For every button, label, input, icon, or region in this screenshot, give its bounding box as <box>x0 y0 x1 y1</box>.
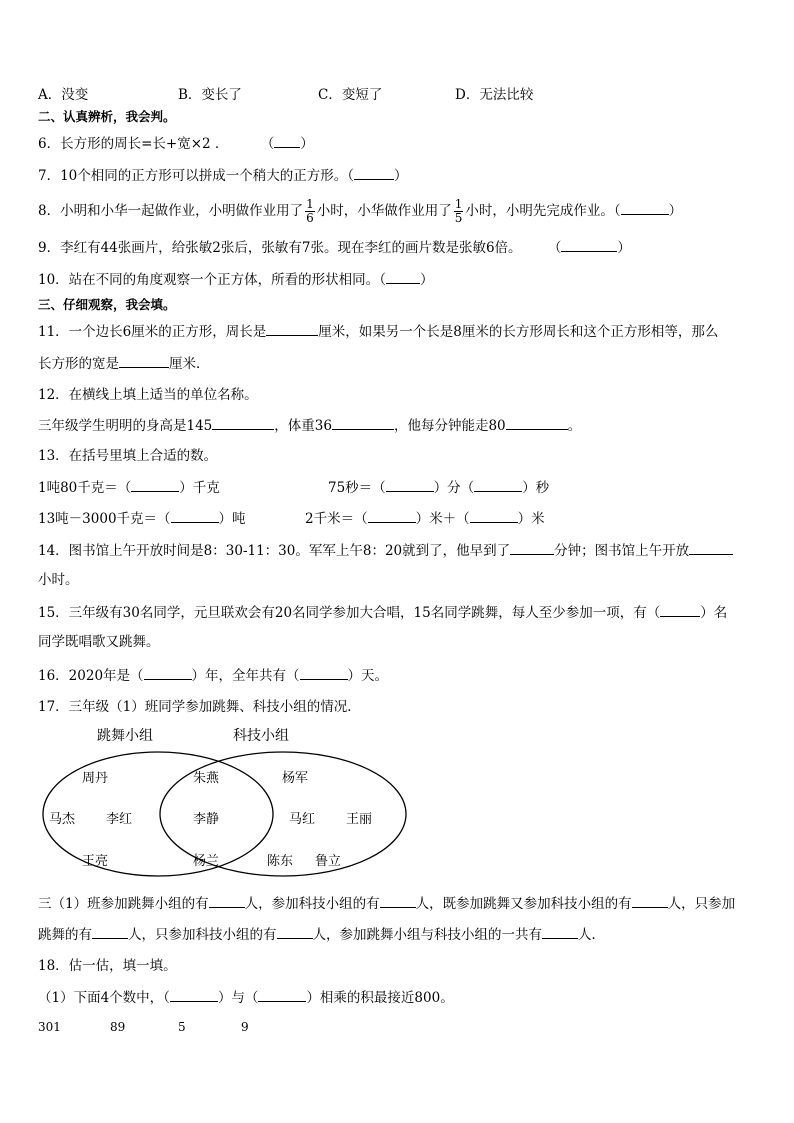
question-17: 17．三年级（1）班同学参加跳舞、科技小组的情况． <box>38 699 361 715</box>
question-13-text: 13吨－3000千克＝（ <box>38 511 171 527</box>
number-item: 5 <box>178 1020 186 1034</box>
question-17-text: 人，既参加跳舞又参加科技小组的有 <box>415 896 632 912</box>
venn-name: 朱燕 <box>193 771 220 786</box>
question-13-text: ）分（ <box>433 480 475 496</box>
question-15-text: 15．三年级有30名同学，元旦联欢会有20名同学参加大合唱，15名同学跳舞，每人至少参加一项，有（ <box>38 605 661 621</box>
option-a: A．没变 <box>38 87 89 103</box>
venn-name: 王丽 <box>346 812 373 827</box>
question-13-text: ）千克 <box>179 480 220 496</box>
venn-name: 周丹 <box>82 771 109 786</box>
question-8-mid: 小时，小华做作业用了 <box>316 203 452 219</box>
venn-name: 马杰 <box>49 812 76 827</box>
answer-paren[interactable]: （ ） <box>260 136 314 152</box>
section-3-title: 三、仔细观察，我会填。 <box>38 297 176 312</box>
answer-paren[interactable]: （ ） <box>379 272 434 288</box>
question-17-text: 三（1）班参加跳舞小组的有 <box>38 896 209 912</box>
answer-paren[interactable]: （ ） <box>613 203 683 219</box>
option-c: C．变短了 <box>318 87 383 103</box>
question-16-text: ）天。 <box>347 668 389 684</box>
answer-blank[interactable] <box>209 895 245 908</box>
question-11-text: 厘米，如果另一个长是8厘米的长方形周长和这个正方形相等，那么 <box>318 324 719 340</box>
question-18-text: （1）下面4个数中，（ <box>38 990 170 1006</box>
question-12-text: 。 <box>567 418 582 434</box>
question-9-text: 9．李红有44张画片，给张敏2张后，张敏有7张。现在李红的画片数是张敏6倍。 <box>38 240 522 256</box>
option-b: B．变长了 <box>178 87 242 103</box>
question-12-text: ，他每分钟能走80 <box>393 418 506 434</box>
question-13-text: ）米 <box>517 511 545 527</box>
answer-paren[interactable]: （ ） <box>347 168 408 184</box>
number-item: 89 <box>110 1020 126 1034</box>
venn-name: 王亮 <box>82 854 109 869</box>
venn-name: 马红 <box>289 812 316 827</box>
venn-left-label: 跳舞小组 <box>97 728 153 744</box>
venn-name: 杨军 <box>282 771 309 786</box>
question-18-part-1 <box>38 989 454 1006</box>
question-18: 18．估一估，填一填。 <box>38 958 177 974</box>
question-7-text: 7．10个相同的正方形可以拼成一个稍大的正方形。 <box>38 168 348 184</box>
question-17-line-2 <box>38 926 605 943</box>
number-item: 301 <box>38 1020 61 1034</box>
question-14-line-2: 小时。 <box>38 572 79 588</box>
question-17-text: 人，只参加科技小组的有 <box>128 927 277 943</box>
question-17-text: 人，只参加 <box>667 896 736 912</box>
answer-blank[interactable] <box>542 926 578 939</box>
question-17-line-1 <box>38 895 735 912</box>
question-13: 13．在括号里填上合适的数。 <box>38 448 218 464</box>
question-14-text: 分钟；图书馆上午开放 <box>554 543 690 559</box>
question-17-text: 人，参加跳舞小组与科技小组的一共有 <box>312 927 542 943</box>
question-12-text: ，体重36 <box>274 418 332 434</box>
question-17-text: 人，参加科技小组的有 <box>244 896 380 912</box>
answer-blank[interactable] <box>277 926 313 939</box>
question-18-text: ）与（ <box>217 990 259 1006</box>
venn-name: 李红 <box>106 812 133 827</box>
venn-name: 鲁立 <box>315 854 342 869</box>
option-d: D．无法比较 <box>455 87 534 103</box>
venn-right-label: 科技小组 <box>233 728 289 744</box>
question-13-text: ）米＋（ <box>415 511 470 527</box>
question-6-text: 6．长方形的周长=长+宽×2 ． <box>38 136 229 152</box>
answer-blank[interactable] <box>92 926 128 939</box>
fraction-one-fifth: $\frac{1}{5}$ <box>454 197 463 225</box>
question-13-text: 75秒＝（ <box>328 480 386 496</box>
fraction-one-sixth: $\frac{1}{6}$ <box>306 197 314 225</box>
question-13-text: ）吨 <box>218 511 246 527</box>
venn-left-circle <box>43 752 273 876</box>
question-10-text: 10．站在不同的角度观察一个正方体，所看的形状相同。 <box>38 272 380 288</box>
question-13-text: ）秒 <box>522 480 550 496</box>
answer-blank[interactable] <box>170 989 218 1002</box>
answer-blank[interactable] <box>380 895 416 908</box>
section-2-title: 二、认真辨析，我会判。 <box>38 109 176 124</box>
number-item: 9 <box>241 1020 249 1034</box>
answer-paren[interactable]: （ ） <box>547 240 631 256</box>
question-14-text: 14．图书馆上午开放时间是8：30-11：30。军军上午8：20就到了，他早到了 <box>38 543 511 559</box>
venn-name: 陈东 <box>267 854 294 869</box>
question-12-text: 三年级学生明明的身高是145 <box>38 418 213 434</box>
answer-blank[interactable] <box>632 895 668 908</box>
question-13-text: 2千米＝（ <box>305 511 368 527</box>
question-17-text: 跳舞的有 <box>38 927 92 943</box>
question-18-text: ）相乘的积最接近800。 <box>306 990 454 1006</box>
venn-name: 杨兰 <box>193 854 220 869</box>
venn-name: 李静 <box>193 812 220 827</box>
question-8-post: 小时，小明先完成作业。 <box>465 203 614 219</box>
question-11-text: 11．一个边长6厘米的正方形，周长是 <box>38 324 267 340</box>
question-15-text: ）名 <box>700 605 728 621</box>
question-13-text: 1吨80千克＝（ <box>38 480 132 496</box>
question-17-text: 人． <box>578 927 605 943</box>
question-11-text: 厘米． <box>169 356 210 372</box>
question-11-text: 长方形的宽是 <box>38 356 119 372</box>
question-16-text: ）年，全年共有（ <box>191 668 300 684</box>
question-8-pre: 8．小明和小华一起做作业，小明做作业用了 <box>38 203 304 219</box>
question-12: 12．在横线上填上适当的单位名称。 <box>38 387 258 403</box>
question-15-line-2: 同学既唱歌又跳舞。 <box>38 634 160 650</box>
answer-blank[interactable] <box>258 989 306 1002</box>
question-16-text: 16．2020年是（ <box>38 668 144 684</box>
